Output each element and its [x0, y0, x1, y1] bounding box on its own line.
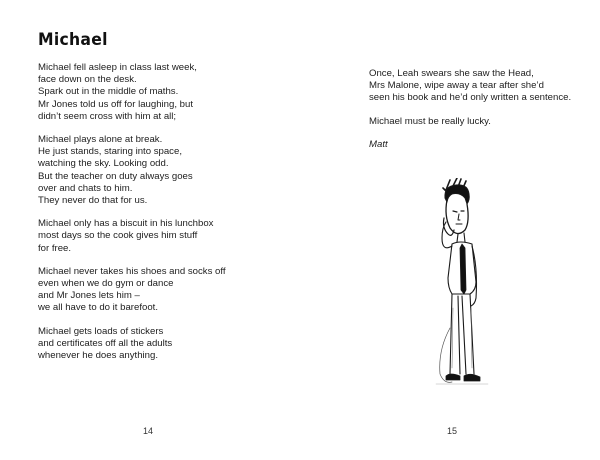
poem-line: Michael plays alone at break. — [38, 134, 163, 146]
stanza-7 — [369, 116, 589, 128]
page-number-right: 15 — [447, 426, 458, 436]
poem-line: seen his book and he’d only written a sentence. — [369, 92, 572, 104]
right-page — [300, 0, 600, 460]
shoe-right — [464, 374, 480, 381]
poem-line: Michael must be really lucky. — [369, 115, 491, 127]
poem-line: Mrs Malone, wipe away a tear after she’d — [369, 80, 544, 92]
stanza-4 — [38, 266, 278, 315]
tie — [460, 244, 466, 294]
author-signature: Matt — [369, 138, 388, 150]
hair-mass — [445, 185, 469, 204]
stanza-2 — [38, 134, 278, 207]
boy-sketch-illustration — [430, 178, 540, 393]
poem-line: over and chats to him. — [38, 182, 133, 194]
poem-line: even when we do gym or dance — [38, 278, 174, 290]
poem-line: He just stands, staring into space, — [38, 146, 182, 158]
poem-body-left — [38, 62, 278, 373]
poem-line: and certificates off all the adults — [38, 337, 173, 349]
poem-line: whenever he does anything. — [38, 350, 159, 362]
stanza-6 — [369, 68, 589, 105]
trouser-shading — [452, 308, 472, 368]
poem-line: Michael fell asleep in class last week, — [38, 62, 197, 73]
head-outline — [446, 200, 468, 234]
stanza-3 — [38, 218, 278, 255]
poem-line: most days so the cook gives him stuff — [38, 230, 198, 242]
poem-line: Michael never takes his shoes and socks off — [38, 265, 226, 277]
trousers — [450, 294, 474, 374]
poem-line: for free. — [38, 242, 72, 254]
eye-left — [453, 211, 457, 212]
page-number-left: 14 — [143, 426, 154, 436]
poem-line: we all have to do it barefoot. — [38, 302, 158, 314]
stanza-1 — [38, 62, 278, 123]
poem-line: Mr Jones told us off for laughing, but — [38, 98, 194, 110]
poem-line: Michael only has a biscuit in his lunchbox — [38, 218, 214, 230]
poem-line: watching the sky. Looking odd. — [38, 158, 169, 170]
poem-line: Michael gets loads of stickers — [38, 325, 164, 337]
stanza-5 — [38, 326, 278, 363]
poem-line: Once, Leah swears she saw the Head, — [369, 68, 534, 79]
poem-line: Spark out in the middle of maths. — [38, 86, 179, 98]
neck — [457, 233, 465, 242]
poem-body-right — [369, 68, 589, 151]
poem-line: But the teacher on duty always goes — [38, 170, 193, 182]
poem-line: face down on the desk. — [38, 74, 137, 86]
shoe-left — [446, 374, 460, 380]
poem-line: didn’t seem cross with him at all; — [38, 110, 177, 122]
nose — [458, 214, 460, 220]
poem-title: Michael — [38, 30, 108, 50]
poem-line: They never do that for us. — [38, 195, 148, 207]
poem-line: and Mr Jones lets him – — [38, 290, 140, 302]
